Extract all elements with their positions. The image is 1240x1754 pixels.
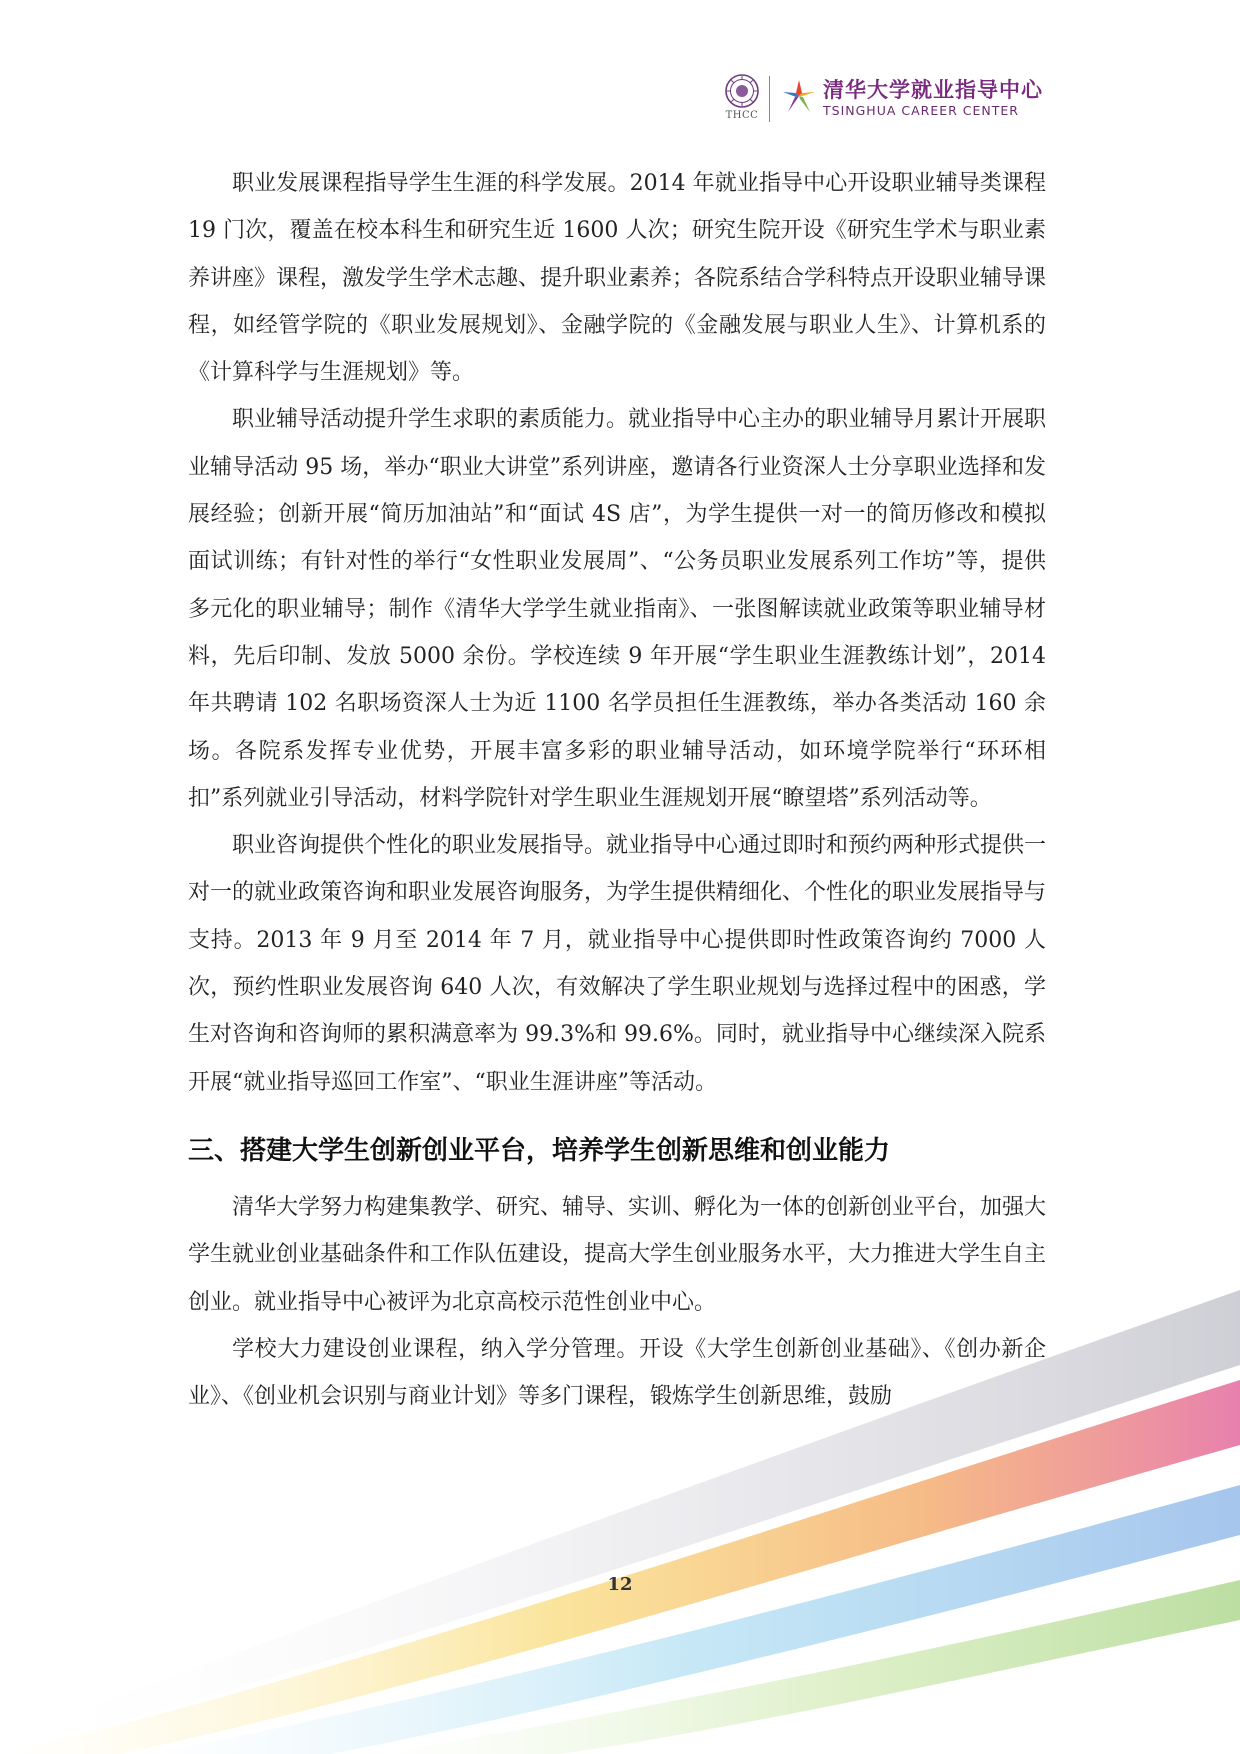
paragraph-career-activities: 职业辅导活动提升学生求职的素质能力。就业指导中心主办的职业辅导月累计开展职业辅导活动 95 场，举办“职业大讲堂”系列讲座，邀请各行业资深人士分享职业选择和发展经验；创新开展“简历加油站”和“面试 4S 店”，为学生提供一对一的简历修改和模拟面试训练；有针对性的举行“女性职业发展周”、“公务员职业发展系列工作坊”等，提供多元化的职业辅导；制作《清华大学学生就业指南》、一张图解读就业政策等职业辅导材料，先后印制、发放 5000 余份。学校连续 9 年开展“学生职业生涯教练计划”，2014 年共聘请 102 名职场资深人士为近 1100 名学员担任生涯教练，举办各类活动 160 余场。各院系发挥专业优势，开展丰富多彩的职业辅导活动，如环境学院举行“环环相扣”系列就业引导活动，材料学院针对学生职业生涯规划开展“瞭望塔”系列活动等。 xyxy=(188,407,1047,811)
paragraph-entrepreneurship-courses: 学校大力建设创业课程，纳入学分管理。开设《大学生创新创业基础》、《创办新企业》、《创业机会识别与商业计划》等多门课程，锻炼学生创新思维，鼓励 xyxy=(188,1336,1046,1410)
page-number: 12 xyxy=(607,1574,633,1595)
paragraph-career-courses: 职业发展课程指导学生生涯的科学发展。2014 年就业指导中心开设职业辅导类课程 19 门次，覆盖在校本科生和研究生近 1600 人次；研究生院开设《研究生学术与职业素养讲座》课程，激发学生学术志趣、提升职业素养；各院系结合学科特点开设职业辅导课程，如经管学院的《职业发展规划》、金融学院的《金融发展与职业人生》、计算机系的《计算科学与生涯规划》等。 xyxy=(188,171,1047,386)
seal-caption: THCC xyxy=(725,110,759,121)
section-heading: 三、搭建大学生创新创业平台，培养学生创新思维和创业能力 xyxy=(188,1135,891,1166)
paragraph-career-consulting: 职业咨询提供个性化的职业发展指导。就业指导中心通过即时和预约两种形式提供一对一的就业政策咨询和职业发展咨询服务，为学生提供精细化、个性化的职业发展指导与支持。2013 年 9 月至 2014 年 7 月，就业指导中心提供即时性政策咨询约 7000 人次，预约性职业发展咨询 640 人次，有效解决了学生职业规划与选择过程中的困惑，学生对咨询和咨询师的累积满意率为 99.3%和 99.6%。同时，就业指导中心继续深入院系开展“就业指导巡回工作室”、“职业生涯讲座”等活动。 xyxy=(188,833,1047,1095)
career-center-name-en: TSINGHUA CAREER CENTER xyxy=(823,103,1019,118)
header-divider xyxy=(769,76,770,122)
career-center-logo-icon xyxy=(779,76,819,116)
page-header xyxy=(725,72,1055,128)
document-body xyxy=(188,160,1046,1420)
career-center-name: 清华大学就业指导中心 xyxy=(823,78,1043,102)
paragraph-innovation-platform: 清华大学努力构建集教学、研究、辅导、实训、孵化为一体的创新创业平台，加强大学生就业创业基础条件和工作队伍建设，提高大学生创业服务水平，大力推进大学生自主创业。就业指导中心被评为北京高校示范性创业中心。 xyxy=(188,1194,1047,1315)
decorative-swoosh xyxy=(0,1270,1240,1754)
university-seal-icon xyxy=(725,74,759,108)
